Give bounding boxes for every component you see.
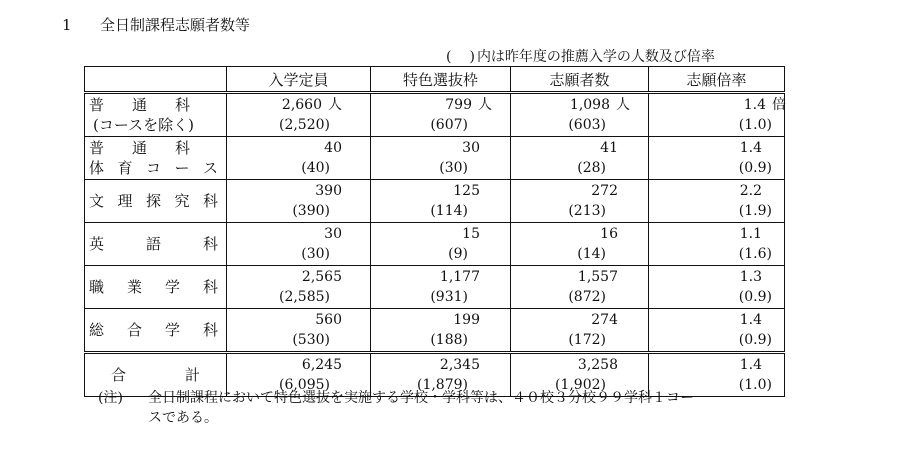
capacity-cell: 390 (390) [292, 183, 342, 219]
header-special: 特色選抜枠 [371, 67, 511, 93]
footnote-line2: スである。 [148, 410, 218, 426]
footnote-line1: 全日制課程において特色選抜を実施する学校・学科等は、４０校３分校９９学科１コー [148, 390, 694, 406]
capacity-cell: 30 (30) [301, 226, 342, 262]
special-cell: 15 (9) [448, 226, 480, 262]
row-name-general-pe: 普 通 科 体 育 コ ー ス [89, 139, 218, 177]
row-name-english: 英 語 科 [89, 235, 218, 253]
table-header-row [85, 67, 785, 93]
applicants-table [84, 66, 785, 397]
section-title: 全日制課程志願者数等 [100, 16, 251, 34]
ratio-cell: 1.4 倍 (1.0) [738, 97, 786, 133]
ratio-cell: 2.2 (1.9) [738, 183, 772, 219]
table-row [85, 266, 785, 309]
applicants-cell: 1,557 (872) [568, 269, 618, 305]
applicants-cell: 16 (14) [577, 226, 618, 262]
applicants-cell: 41 (28) [577, 140, 618, 176]
header-applicants: 志願者数 [511, 67, 649, 93]
section-number: 1 [62, 16, 72, 34]
footnote-label: (注) [98, 390, 123, 406]
ratio-cell: 1.4 (1.0) [738, 357, 772, 393]
special-cell: 199 (188) [430, 312, 480, 348]
note-text: 内は昨年度の推薦入学の人数及び倍率 [476, 49, 715, 65]
row-name-integrated: 総 合 学 科 [89, 321, 218, 339]
applicants-cell: 1,098 人 (603) [568, 97, 630, 133]
row-name-general: 普 通 科 (コースを除く) [89, 96, 194, 134]
table-row [85, 309, 785, 353]
table-row [85, 137, 785, 180]
applicants-cell: 3,258 (1,902) [554, 357, 618, 393]
capacity-cell: 6,245 (6,095) [278, 357, 342, 393]
ratio-cell: 1.3 (0.9) [738, 269, 772, 305]
header-ratio: 志願倍率 [649, 67, 785, 93]
header-capacity: 入学定員 [227, 67, 371, 93]
table-row [85, 223, 785, 266]
header-corner [85, 67, 227, 93]
row-name-vocational: 職 業 学 科 [89, 278, 218, 296]
special-cell: 125 (114) [430, 183, 480, 219]
table-row [85, 93, 785, 137]
special-cell: 1,177 (931) [430, 269, 480, 305]
applicants-cell: 274 (172) [568, 312, 618, 348]
footnote [98, 388, 694, 428]
ratio-cell: 1.4 (0.9) [738, 140, 772, 176]
table-row [85, 180, 785, 223]
row-name-total: 合 計 [111, 366, 200, 384]
note-paren: ( ) [446, 49, 477, 65]
row-name-liberal: 文 理 探 究 科 [89, 192, 218, 210]
table-note [446, 46, 715, 66]
special-cell: 30 (30) [439, 140, 480, 176]
special-cell: 2,345 (1,879) [416, 357, 480, 393]
ratio-cell: 1.4 (0.9) [738, 312, 772, 348]
section-heading [62, 14, 250, 35]
capacity-cell: 560 (530) [292, 312, 342, 348]
capacity-cell: 2,565 (2,585) [278, 269, 342, 305]
capacity-cell: 40 (40) [301, 140, 342, 176]
capacity-cell: 2,660 人 (2,520) [278, 97, 342, 133]
applicants-cell: 272 (213) [568, 183, 618, 219]
special-cell: 799 人 (607) [430, 97, 492, 133]
ratio-cell: 1.1 (1.6) [738, 226, 772, 262]
